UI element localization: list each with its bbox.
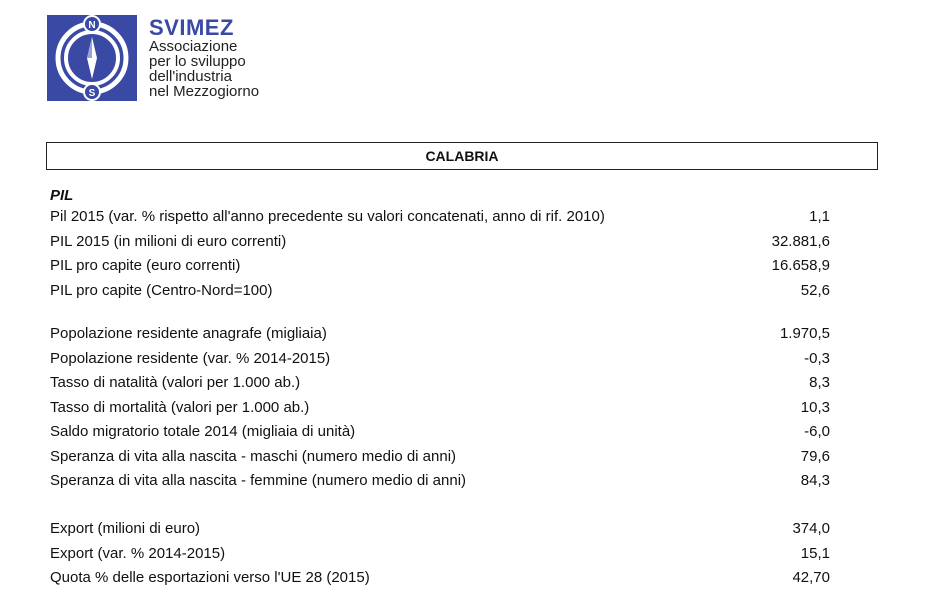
org-line: per lo sviluppo: [149, 53, 246, 70]
org-line: Associazione: [149, 38, 238, 55]
section-title: PIL: [50, 187, 74, 204]
indicator-value: 10,3: [800, 399, 830, 416]
indicator-label: PIL 2015 (in milioni di euro correnti): [50, 233, 287, 250]
indicator-label: PIL pro capite (Centro-Nord=100): [50, 282, 273, 299]
logo-letter-s: S: [88, 88, 96, 99]
indicator-row: [50, 374, 890, 396]
indicator-value: -6,0: [804, 423, 830, 440]
indicator-value: 84,3: [800, 472, 830, 489]
indicator-row: [50, 325, 890, 347]
indicator-value: 42,70: [792, 569, 830, 586]
org-line: nel Mezzogiorno: [149, 83, 260, 100]
svimez-logo: [47, 15, 137, 101]
indicator-value: 374,0: [792, 520, 830, 537]
region-title-text: CALABRIA: [425, 148, 499, 164]
indicator-value: 8,3: [809, 374, 830, 391]
indicator-value: 79,6: [800, 448, 830, 465]
indicator-value: 15,1: [800, 545, 830, 562]
indicator-label: Export (var. % 2014-2015): [50, 545, 226, 562]
indicator-label: Popolazione residente (var. % 2014-2015): [50, 350, 331, 367]
indicator-value: 16.658,9: [771, 257, 830, 274]
indicator-value: 32.881,6: [771, 233, 830, 250]
indicator-label: Popolazione residente anagrafe (migliaia): [50, 325, 327, 342]
indicator-row: [50, 569, 890, 591]
indicator-row: [50, 472, 890, 494]
indicator-label: Tasso di mortalità (valori per 1.000 ab.): [50, 399, 310, 416]
region-title: [46, 142, 878, 170]
indicator-value: -0,3: [804, 350, 830, 367]
indicator-row: [50, 399, 890, 421]
indicator-label: Saldo migratorio totale 2014 (migliaia di unità): [50, 423, 356, 440]
indicator-value: 1,1: [809, 208, 830, 225]
org-description: [149, 39, 259, 99]
indicator-value: 52,6: [800, 282, 830, 299]
indicator-label: Pil 2015 (var. % rispetto all'anno precedente su valori concatenati, anno di rif. 2010): [50, 208, 605, 225]
indicator-row: [50, 520, 890, 542]
indicator-row: [50, 233, 890, 255]
indicator-value: 1.970,5: [779, 325, 830, 342]
compass-icon: [47, 15, 137, 101]
indicator-row: [50, 448, 890, 470]
indicator-row: [50, 208, 890, 230]
org-name: SVIMEZ: [149, 15, 234, 40]
indicator-label: Tasso di natalità (valori per 1.000 ab.): [50, 374, 301, 391]
indicator-row: [50, 282, 890, 304]
indicator-label: Export (milioni di euro): [50, 520, 201, 537]
indicator-label: Speranza di vita alla nascita - femmine (numero medio di anni): [50, 472, 467, 489]
indicator-label: Quota % delle esportazioni verso l'UE 28 (2015): [50, 569, 370, 586]
indicator-row: [50, 257, 890, 279]
logo-letter-n: N: [88, 20, 96, 31]
indicator-label: Speranza di vita alla nascita - maschi (numero medio di anni): [50, 448, 457, 465]
indicator-row: [50, 423, 890, 445]
indicator-row: [50, 350, 890, 372]
indicator-row: [50, 545, 890, 567]
indicator-label: PIL pro capite (euro correnti): [50, 257, 241, 274]
org-line: dell'industria: [149, 68, 232, 85]
